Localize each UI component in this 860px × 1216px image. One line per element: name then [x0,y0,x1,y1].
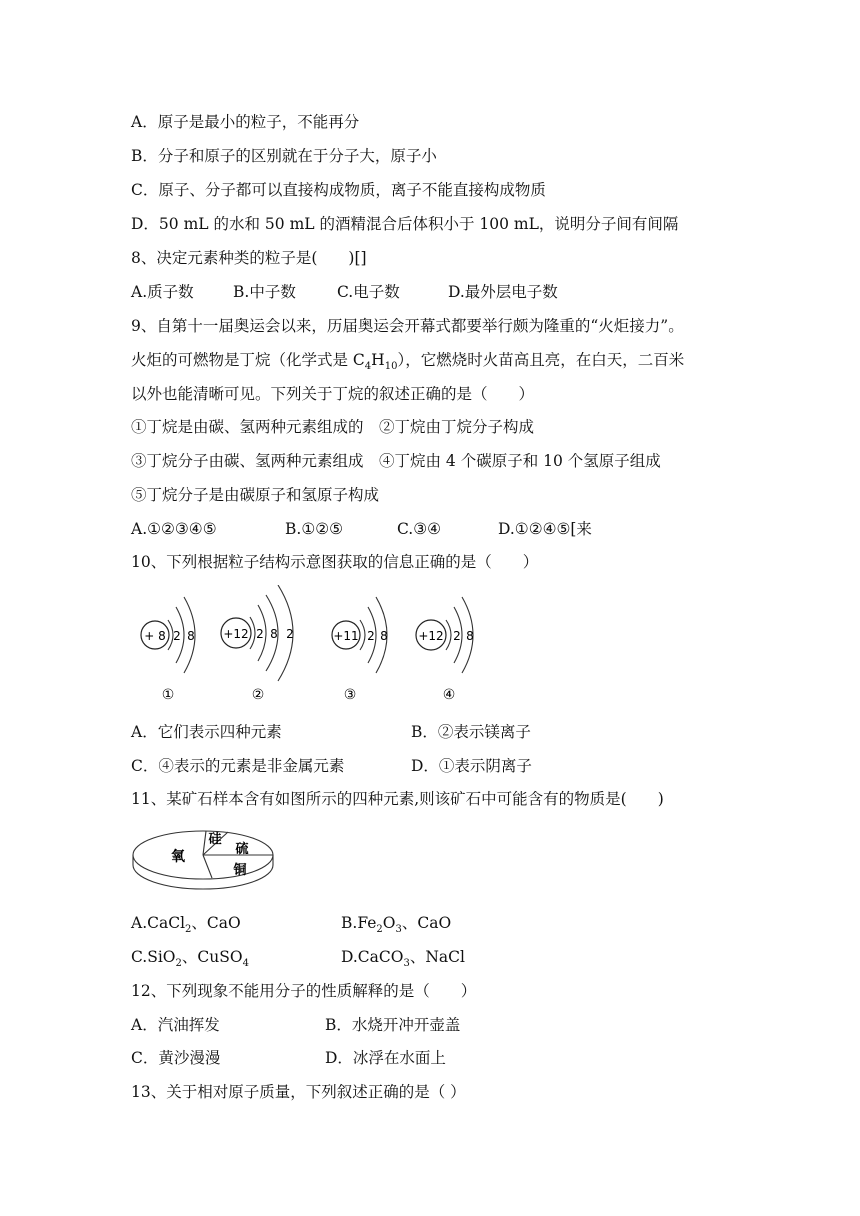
nucleus-charge: +12 [418,629,444,643]
pie-label-sulfur: 硫 [235,842,249,857]
q10-option-d: D．①表示阴离子 [411,757,532,775]
q7-option-a: A．原子是最小的粒子，不能再分 [131,113,360,131]
q11-option-a: A.CaCl$_2$、CaO [131,914,241,936]
atom-diagram-1 [141,597,195,703]
element-pie-chart [128,823,278,893]
q13-stem: 13、关于相对原子质量，下列叙述正确的是（ ） [131,1083,466,1101]
q7-option-b: B．分子和原子的区别就在于分子大，原子小 [131,147,437,165]
q8-option-b: B.中子数 [233,283,296,301]
q12-option-d: D．冰浮在水面上 [325,1049,446,1067]
atom-diagram-3 [332,597,388,703]
q7-option-c: C．原子、分子都可以直接构成物质，离子不能直接构成物质 [131,181,546,199]
q9-option-a: A.①②③④⑤ [131,520,217,538]
q12-option-c: C．黄沙漫漫 [131,1049,221,1067]
q9-stem-line2: 火炬的可燃物是丁烷（化学式是 $C_4H_{10}$），它燃烧时火苗高且亮，在白天，二百米 [131,351,685,373]
pie-label-silicon: 硅 [208,832,222,847]
diagram-label: ② [251,687,265,703]
diagram-label: ① [161,687,175,703]
q10-stem: 10、下列根据粒子结构示意图获取的信息正确的是（ ） [131,553,539,571]
diagram-label: ③ [343,687,357,703]
shell-electrons-2: 8 [466,629,474,643]
atom-diagram-2 [221,585,294,703]
q10-option-b: B．②表示镁离子 [411,723,531,741]
atom-diagram-4 [416,597,474,703]
nucleus-charge: +11 [333,629,359,643]
q9-statement-5: ⑤丁烷分子是由碳原子和氢原子构成 [131,486,380,504]
q9-option-b: B.①②⑤ [285,520,344,538]
pie-label-oxygen: 氧 [171,849,185,865]
q8-option-a: A.质子数 [131,283,194,301]
q8-option-c: C.电子数 [337,283,400,301]
q11-option-c: C.SiO$_2$、CuSO$_4$ [131,948,249,970]
nucleus-charge: +12 [223,627,249,641]
q11-option-d: D.CaCO$_3$、NaCl [341,948,465,970]
pie-label-copper: 铜 [233,863,247,878]
q10-option-c: C．④表示的元素是非金属元素 [131,757,345,775]
q9-statement-1-2: ①丁烷是由碳、氢两种元素组成的 ②丁烷由丁烷分子构成 [131,418,535,436]
q9-option-c: C.③④ [397,520,442,538]
shell-electrons-2: 8 [187,629,195,643]
diagram-label: ④ [442,687,456,703]
atomic-structure-diagrams [120,585,500,710]
shell-electrons-1: 2 [256,627,264,641]
q8-option-d: D.最外层电子数 [448,283,558,301]
q8-stem: 8、决定元素种类的粒子是( )[] [131,249,367,267]
q9-stem-line3: 以外也能清晰可见。下列关于丁烷的叙述正确的是（ ） [131,385,535,403]
shell-electrons-2: 8 [270,627,278,641]
q12-option-b: B．水烧开冲开壶盖 [325,1016,461,1034]
q12-option-a: A．汽油挥发 [131,1016,220,1034]
q11-stem: 11、某矿石样本含有如图所示的四种元素,则该矿石中可能含有的物质是( ) [131,790,664,808]
q11-option-b: $B.Fe_2O_3$、CaO [341,914,452,936]
q9-stem-line1: 9、自第十一届奥运会以来，历届奥运会开幕式都要举行颇为隆重的“火炬接力”。 [131,317,684,335]
shell-electrons-1: 2 [173,629,181,643]
nucleus-charge: + 8 [144,629,166,643]
shell-electrons-2: 8 [380,629,388,643]
q9-statement-3-4: ③丁烷分子由碳、氢两种元素组成 ④丁烷由 4 个碳原子和 10 个氢原子组成 [131,452,661,470]
q7-option-d: D．50 mL 的水和 50 mL 的酒精混合后体积小于 100 mL，说明分子间有间隔 [131,215,679,233]
q12-stem: 12、下列现象不能用分子的性质解释的是（ ） [131,982,477,1000]
shell-electrons-3: 2 [286,627,294,641]
shell-electrons-1: 2 [367,629,375,643]
q9-option-d: D.①②④⑤[来 [498,520,592,538]
q10-option-a: A．它们表示四种元素 [131,723,282,741]
shell-electrons-1: 2 [453,629,461,643]
